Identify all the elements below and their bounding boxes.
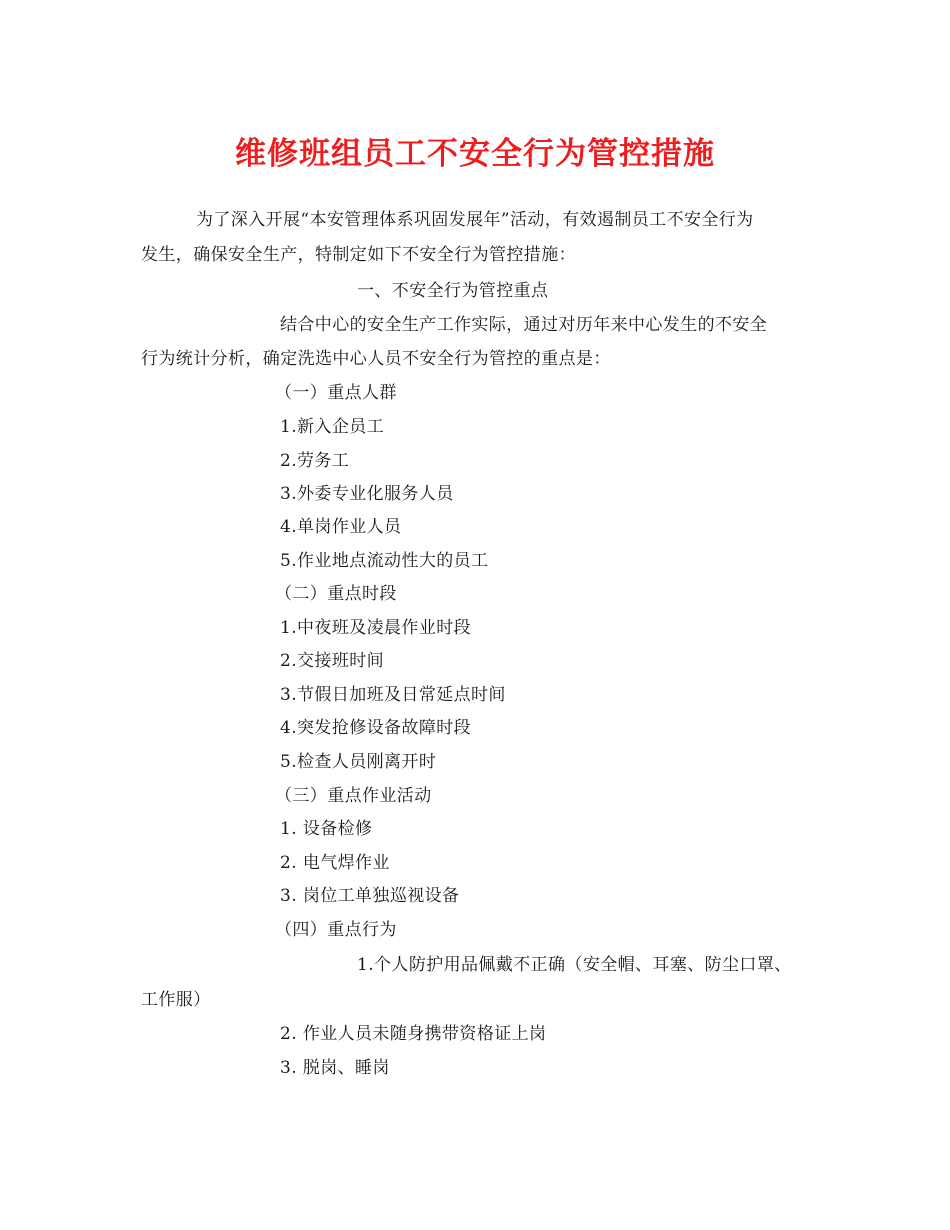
list-item: 2.劳务工 — [280, 451, 350, 471]
list-item: 1. 设备检修 — [280, 819, 373, 839]
list-item: 3.外委专业化服务人员 — [280, 484, 454, 504]
list-item-line-1: 1.个人防护用品佩戴不正确（安全帽、耳塞、防尘口罩、 — [357, 955, 792, 975]
list-item: 4.单岗作业人员 — [280, 517, 402, 537]
list-item: 1.中夜班及凌晨作业时段 — [280, 618, 472, 638]
subsection-heading: （一）重点人群 — [275, 383, 397, 403]
list-item: 3. 脱岗、睡岗 — [280, 1058, 390, 1078]
subsection-heading: （二）重点时段 — [275, 584, 397, 604]
section-intro-line-1: 结合中心的安全生产工作实际，通过对历年来中心发生的不安全 — [280, 315, 768, 335]
document-title: 维修班组员工不安全行为管控措施 — [235, 136, 715, 172]
list-item: 2. 电气焊作业 — [280, 853, 390, 873]
intro-paragraph-line-1: 为了深入开展“本安管理体系巩固发展年”活动，有效遏制员工不安全行为 — [196, 210, 754, 230]
list-item: 2. 作业人员未随身携带资格证上岗 — [280, 1024, 547, 1044]
list-item: 5.作业地点流动性大的员工 — [280, 551, 489, 571]
list-item: 5.检查人员刚离开时 — [280, 752, 437, 772]
list-item: 2.交接班时间 — [280, 651, 385, 671]
list-item-line-2: 工作服） — [141, 990, 211, 1010]
subsection-heading: （三）重点作业活动 — [275, 786, 432, 806]
section-heading: 一、不安全行为管控重点 — [357, 281, 549, 301]
list-item: 3.节假日加班及日常延点时间 — [280, 685, 506, 705]
list-item: 3. 岗位工单独巡视设备 — [280, 886, 460, 906]
list-item: 4.突发抢修设备故障时段 — [280, 718, 472, 738]
list-item: 1.新入企员工 — [280, 417, 385, 437]
intro-paragraph-line-2: 发生，确保安全生产，特制定如下不安全行为管控措施： — [141, 245, 576, 265]
section-intro-line-2: 行为统计分析，确定洗选中心人员不安全行为管控的重点是： — [141, 349, 611, 369]
subsection-heading: （四）重点行为 — [275, 920, 397, 940]
